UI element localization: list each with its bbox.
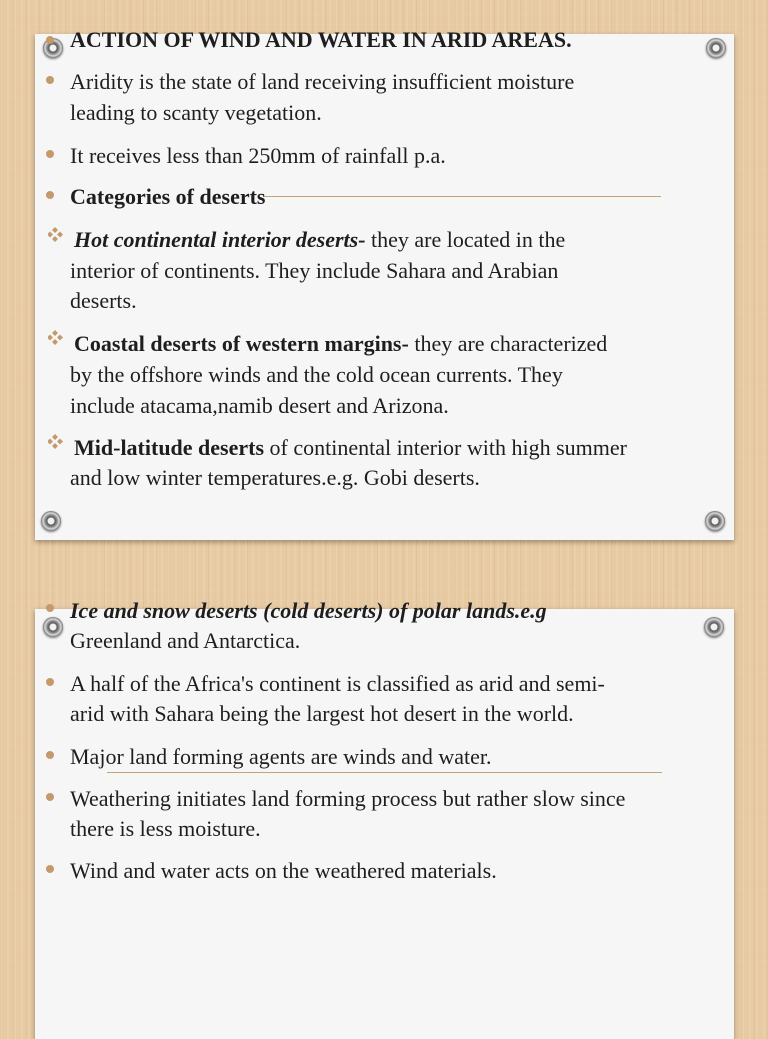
- pin-icon: [705, 511, 725, 531]
- rainfall-line: It receives less than 250mm of rainfall p.a.: [70, 143, 446, 168]
- hot-desert-line-1: [74, 225, 565, 255]
- slide-title: ACTION OF WIND AND WATER IN ARID AREAS.: [70, 27, 572, 52]
- hot-desert-line-2: interior of continents. They include Sahara and Arabian: [70, 258, 559, 283]
- hot-desert-term: Hot continental interior deserts-: [74, 227, 366, 252]
- diamond-bullet-icon: [48, 329, 72, 347]
- bullet-icon: [46, 76, 54, 84]
- coastal-desert-rest: they are characterized: [408, 331, 608, 356]
- diamond-bullet-icon: [48, 433, 72, 451]
- divider: [107, 772, 662, 773]
- africa-line-1: A half of the Africa's continent is classified as arid and semi-: [70, 671, 605, 696]
- bullet-icon: [46, 604, 54, 612]
- pin-icon: [706, 38, 726, 58]
- bullet-icon: [46, 793, 54, 801]
- coastal-desert-term: Coastal deserts of western margins-: [74, 331, 409, 356]
- mid-latitude-term: Mid-latitude deserts: [74, 435, 265, 460]
- pin-icon: [41, 511, 61, 531]
- bullet-icon: [46, 678, 54, 686]
- pin-icon: [704, 617, 724, 637]
- categories-heading: Categories of deserts: [70, 184, 266, 209]
- mid-latitude-rest: of continental interior with high summer: [264, 435, 627, 460]
- bullet-icon: [46, 36, 54, 44]
- aridity-line-1: Aridity is the state of land receiving insufficient moisture: [70, 69, 575, 94]
- diamond-bullet-icon: [48, 226, 72, 244]
- wind-water-line: Wind and water acts on the weathered materials.: [70, 858, 497, 883]
- agents-line: Major land forming agents are winds and water.: [70, 744, 492, 769]
- bullet-icon: [46, 865, 54, 873]
- hot-desert-rest: they are located in the: [365, 227, 566, 252]
- bullet-icon: [46, 150, 54, 158]
- ice-desert-line-1: Ice and snow deserts (cold deserts) of polar lands.e.g: [70, 598, 547, 623]
- coastal-desert-line-3: include atacama,namib desert and Arizona.: [70, 393, 449, 418]
- weathering-line-2: there is less moisture.: [70, 816, 261, 841]
- coastal-desert-line-1: [74, 329, 607, 359]
- mid-latitude-line-1: [74, 433, 627, 463]
- bullet-icon: [46, 751, 54, 759]
- weathering-line-1: Weathering initiates land forming process but rather slow since: [70, 786, 626, 811]
- ice-desert-line-2: Greenland and Antarctica.: [70, 628, 301, 653]
- bullet-icon: [46, 191, 54, 199]
- africa-line-2: arid with Sahara being the largest hot desert in the world.: [70, 701, 574, 726]
- hot-desert-line-3: deserts.: [70, 288, 137, 313]
- coastal-desert-line-2: by the offshore winds and the cold ocean currents. They: [70, 362, 563, 387]
- aridity-line-2: leading to scanty vegetation.: [70, 100, 322, 125]
- mid-latitude-line-2: and low winter temperatures.e.g. Gobi deserts.: [70, 465, 480, 490]
- pin-icon: [43, 617, 63, 637]
- divider: [263, 196, 661, 197]
